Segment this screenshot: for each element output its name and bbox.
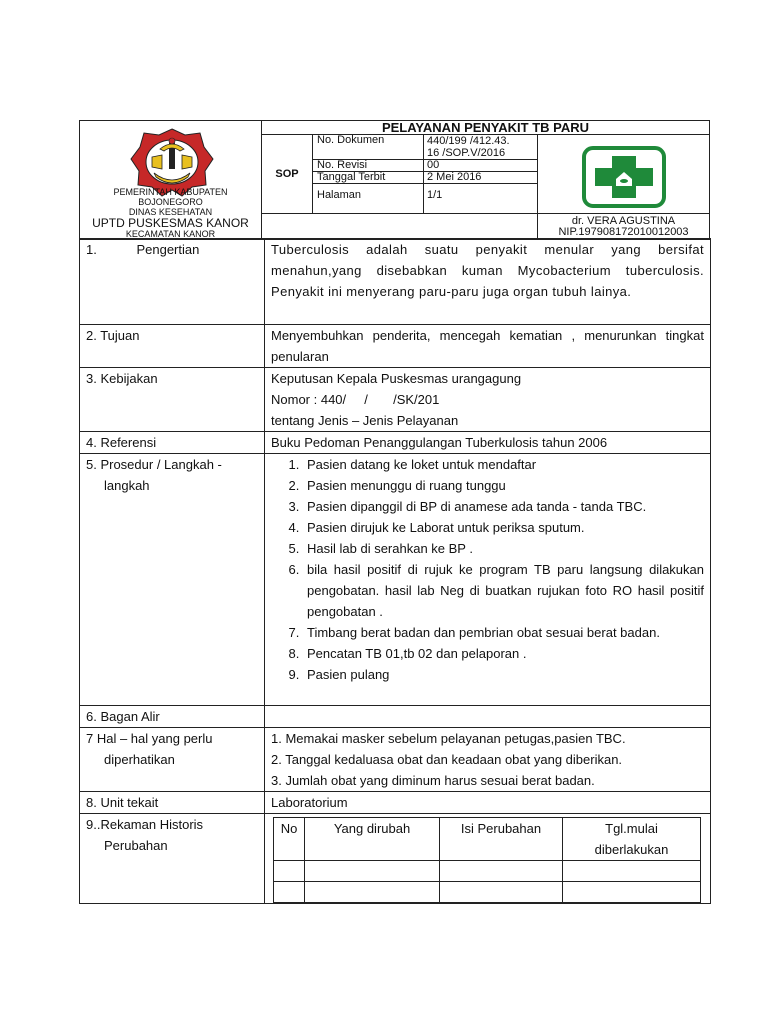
label-rekaman-historis bbox=[80, 814, 265, 904]
row-rekaman-historis bbox=[80, 814, 711, 904]
kebijakan-line-2: Nomor : 440/ / /SK/201 bbox=[271, 392, 440, 407]
org-line-5: KECAMATAN KANOR bbox=[125, 229, 216, 239]
field-label-tanggal: Tanggal Terbit bbox=[313, 172, 424, 184]
col-header-isi-perubahan: Isi Perubahan bbox=[440, 818, 563, 861]
note-item: 1. Memakai masker sebelum pelayanan petugas,pasien TBC. bbox=[271, 731, 626, 746]
puskesmas-logo-cell bbox=[538, 135, 710, 214]
label-pengertian-num: 1. bbox=[86, 242, 97, 257]
procedure-step: 1. Pasien datang ke loket untuk mendaftar bbox=[303, 454, 704, 475]
label-pengertian bbox=[80, 239, 265, 325]
field-label-dokumen: No. Dokumen bbox=[313, 135, 424, 160]
row-hal-diperhatikan bbox=[80, 728, 711, 792]
value-unit-terkait: Laboratorium bbox=[265, 792, 711, 814]
document-title: PELAYANAN PENYAKIT TB PARU bbox=[262, 121, 710, 135]
label-tujuan: 2. Tujuan bbox=[80, 325, 265, 368]
field-value-tanggal: 2 Mei 2016 bbox=[424, 172, 538, 184]
procedure-step: 4. Pasien dirujuk ke Laborat untuk periksa sputum. bbox=[303, 517, 704, 538]
sop-body bbox=[79, 238, 711, 904]
value-pengertian: Tuberculosis adalah suatu penyakit menular yang bersifat menahun,yang disebabkan kuman Mycobacterium tuberculosis. Penyakit ini menyerang paru-paru juga organ tubuh lainya. bbox=[265, 239, 711, 325]
sop-label: SOP bbox=[262, 135, 313, 214]
procedure-step: 3. Pasien dipanggil di BP di anamese ada tanda - tanda TBC. bbox=[303, 496, 704, 517]
col-header-yang-dirubah: Yang dirubah bbox=[305, 818, 440, 861]
procedure-step: 7. Timbang berat badan dan pembrian obat sesuai berat badan. bbox=[303, 622, 704, 643]
org-line-2: BOJONEGORO bbox=[138, 197, 203, 207]
col-header-tgl-line-1: Tgl.mulai bbox=[605, 821, 658, 836]
label-rekaman-line-1: 9..Rekaman Historis bbox=[86, 817, 204, 832]
value-kebijakan bbox=[265, 368, 711, 432]
value-referensi: Buku Pedoman Penanggulangan Tuberkulosis tahun 2006 bbox=[265, 432, 711, 454]
row-referensi bbox=[80, 432, 711, 454]
signer-name: dr. VERA AGUSTINA bbox=[571, 215, 676, 227]
organization-cell bbox=[80, 121, 262, 240]
signature-spacer bbox=[262, 214, 538, 240]
procedure-steps-list bbox=[271, 454, 704, 685]
procedure-step: 9. Pasien pulang bbox=[303, 664, 704, 685]
field-value-halaman: 1/1 bbox=[424, 184, 538, 214]
label-kebijakan: 3. Kebijakan bbox=[80, 368, 265, 432]
note-item: 2. Tanggal kedaluasa obat dan keadaan obat yang diberikan. bbox=[271, 752, 623, 767]
col-header-tgl-line-2: diberlakukan bbox=[594, 842, 669, 857]
label-referensi: 4. Referensi bbox=[80, 432, 265, 454]
field-value-revisi: 00 bbox=[424, 160, 538, 172]
col-header-tgl-mulai bbox=[563, 818, 701, 861]
row-unit-terkait bbox=[80, 792, 711, 814]
label-bagan-alir: 6. Bagan Alir bbox=[80, 706, 265, 728]
row-kebijakan bbox=[80, 368, 711, 432]
label-unit-terkait: 8. Unit tekait bbox=[80, 792, 265, 814]
row-bagan-alir bbox=[80, 706, 711, 728]
value-tujuan: Menyembuhkan penderita, mencegah kematian , menurunkan tingkat penularan bbox=[265, 325, 711, 368]
value-prosedur bbox=[265, 454, 711, 706]
label-hal-line-1: 7 Hal – hal yang perlu bbox=[86, 731, 213, 746]
procedure-step: 8. Pencatan TB 01,tb 02 dan pelaporan . bbox=[303, 643, 704, 664]
signer-nip: NIP.197908172010012003 bbox=[558, 226, 689, 238]
label-hal-diperhatikan bbox=[80, 728, 265, 792]
org-line-1: PEMERINTAH KABUPATEN bbox=[113, 187, 228, 197]
org-line-4: UPTD PUSKESMAS KANOR bbox=[92, 216, 249, 230]
col-header-no: No bbox=[274, 818, 305, 861]
table-row bbox=[274, 882, 701, 903]
org-line-3: DINAS KESEHATAN bbox=[128, 207, 213, 217]
change-history-table bbox=[273, 817, 701, 903]
label-prosedur bbox=[80, 454, 265, 706]
signer-cell bbox=[538, 214, 710, 240]
label-rekaman-line-2: Perubahan bbox=[104, 838, 168, 853]
row-pengertian bbox=[80, 239, 711, 325]
puskesmas-cross-icon bbox=[582, 146, 666, 208]
procedure-step: 2. Pasien menunggu di ruang tunggu bbox=[303, 475, 704, 496]
kebijakan-line-3: tentang Jenis – Jenis Pelayanan bbox=[271, 413, 459, 428]
procedure-step: 6. bila hasil positif di rujuk ke program TB paru langsung dilakukan pengobatan. hasil lab Neg di buatkan rujukan foto RO hasil positif pengobatan . bbox=[303, 559, 704, 622]
document-header bbox=[79, 120, 709, 238]
label-pengertian-text: Pengertian bbox=[136, 242, 200, 257]
field-value-dokumen-line1: 440/199 /412.43. bbox=[427, 135, 510, 147]
field-value-dokumen-line2: 16 /SOP.V/2016 bbox=[427, 147, 506, 159]
value-bagan-alir bbox=[265, 706, 711, 728]
field-label-halaman: Halaman bbox=[313, 184, 424, 214]
table-row bbox=[274, 861, 701, 882]
procedure-step: 5. Hasil lab di serahkan ke BP . bbox=[303, 538, 704, 559]
value-rekaman-historis bbox=[265, 814, 711, 904]
row-tujuan bbox=[80, 325, 711, 368]
field-label-revisi: No. Revisi bbox=[313, 160, 424, 172]
field-value-dokumen bbox=[424, 135, 538, 160]
label-prosedur-line-2: langkah bbox=[104, 478, 150, 493]
note-item: 3. Jumlah obat yang diminum harus sesuai berat badan. bbox=[271, 773, 595, 788]
label-hal-line-2: diperhatikan bbox=[104, 752, 175, 767]
kebijakan-line-1: Keputusan Kepala Puskesmas urangagung bbox=[271, 371, 522, 386]
row-prosedur bbox=[80, 454, 711, 706]
label-prosedur-line-1: 5. Prosedur / Langkah - bbox=[86, 457, 222, 472]
value-hal-diperhatikan bbox=[265, 728, 711, 792]
